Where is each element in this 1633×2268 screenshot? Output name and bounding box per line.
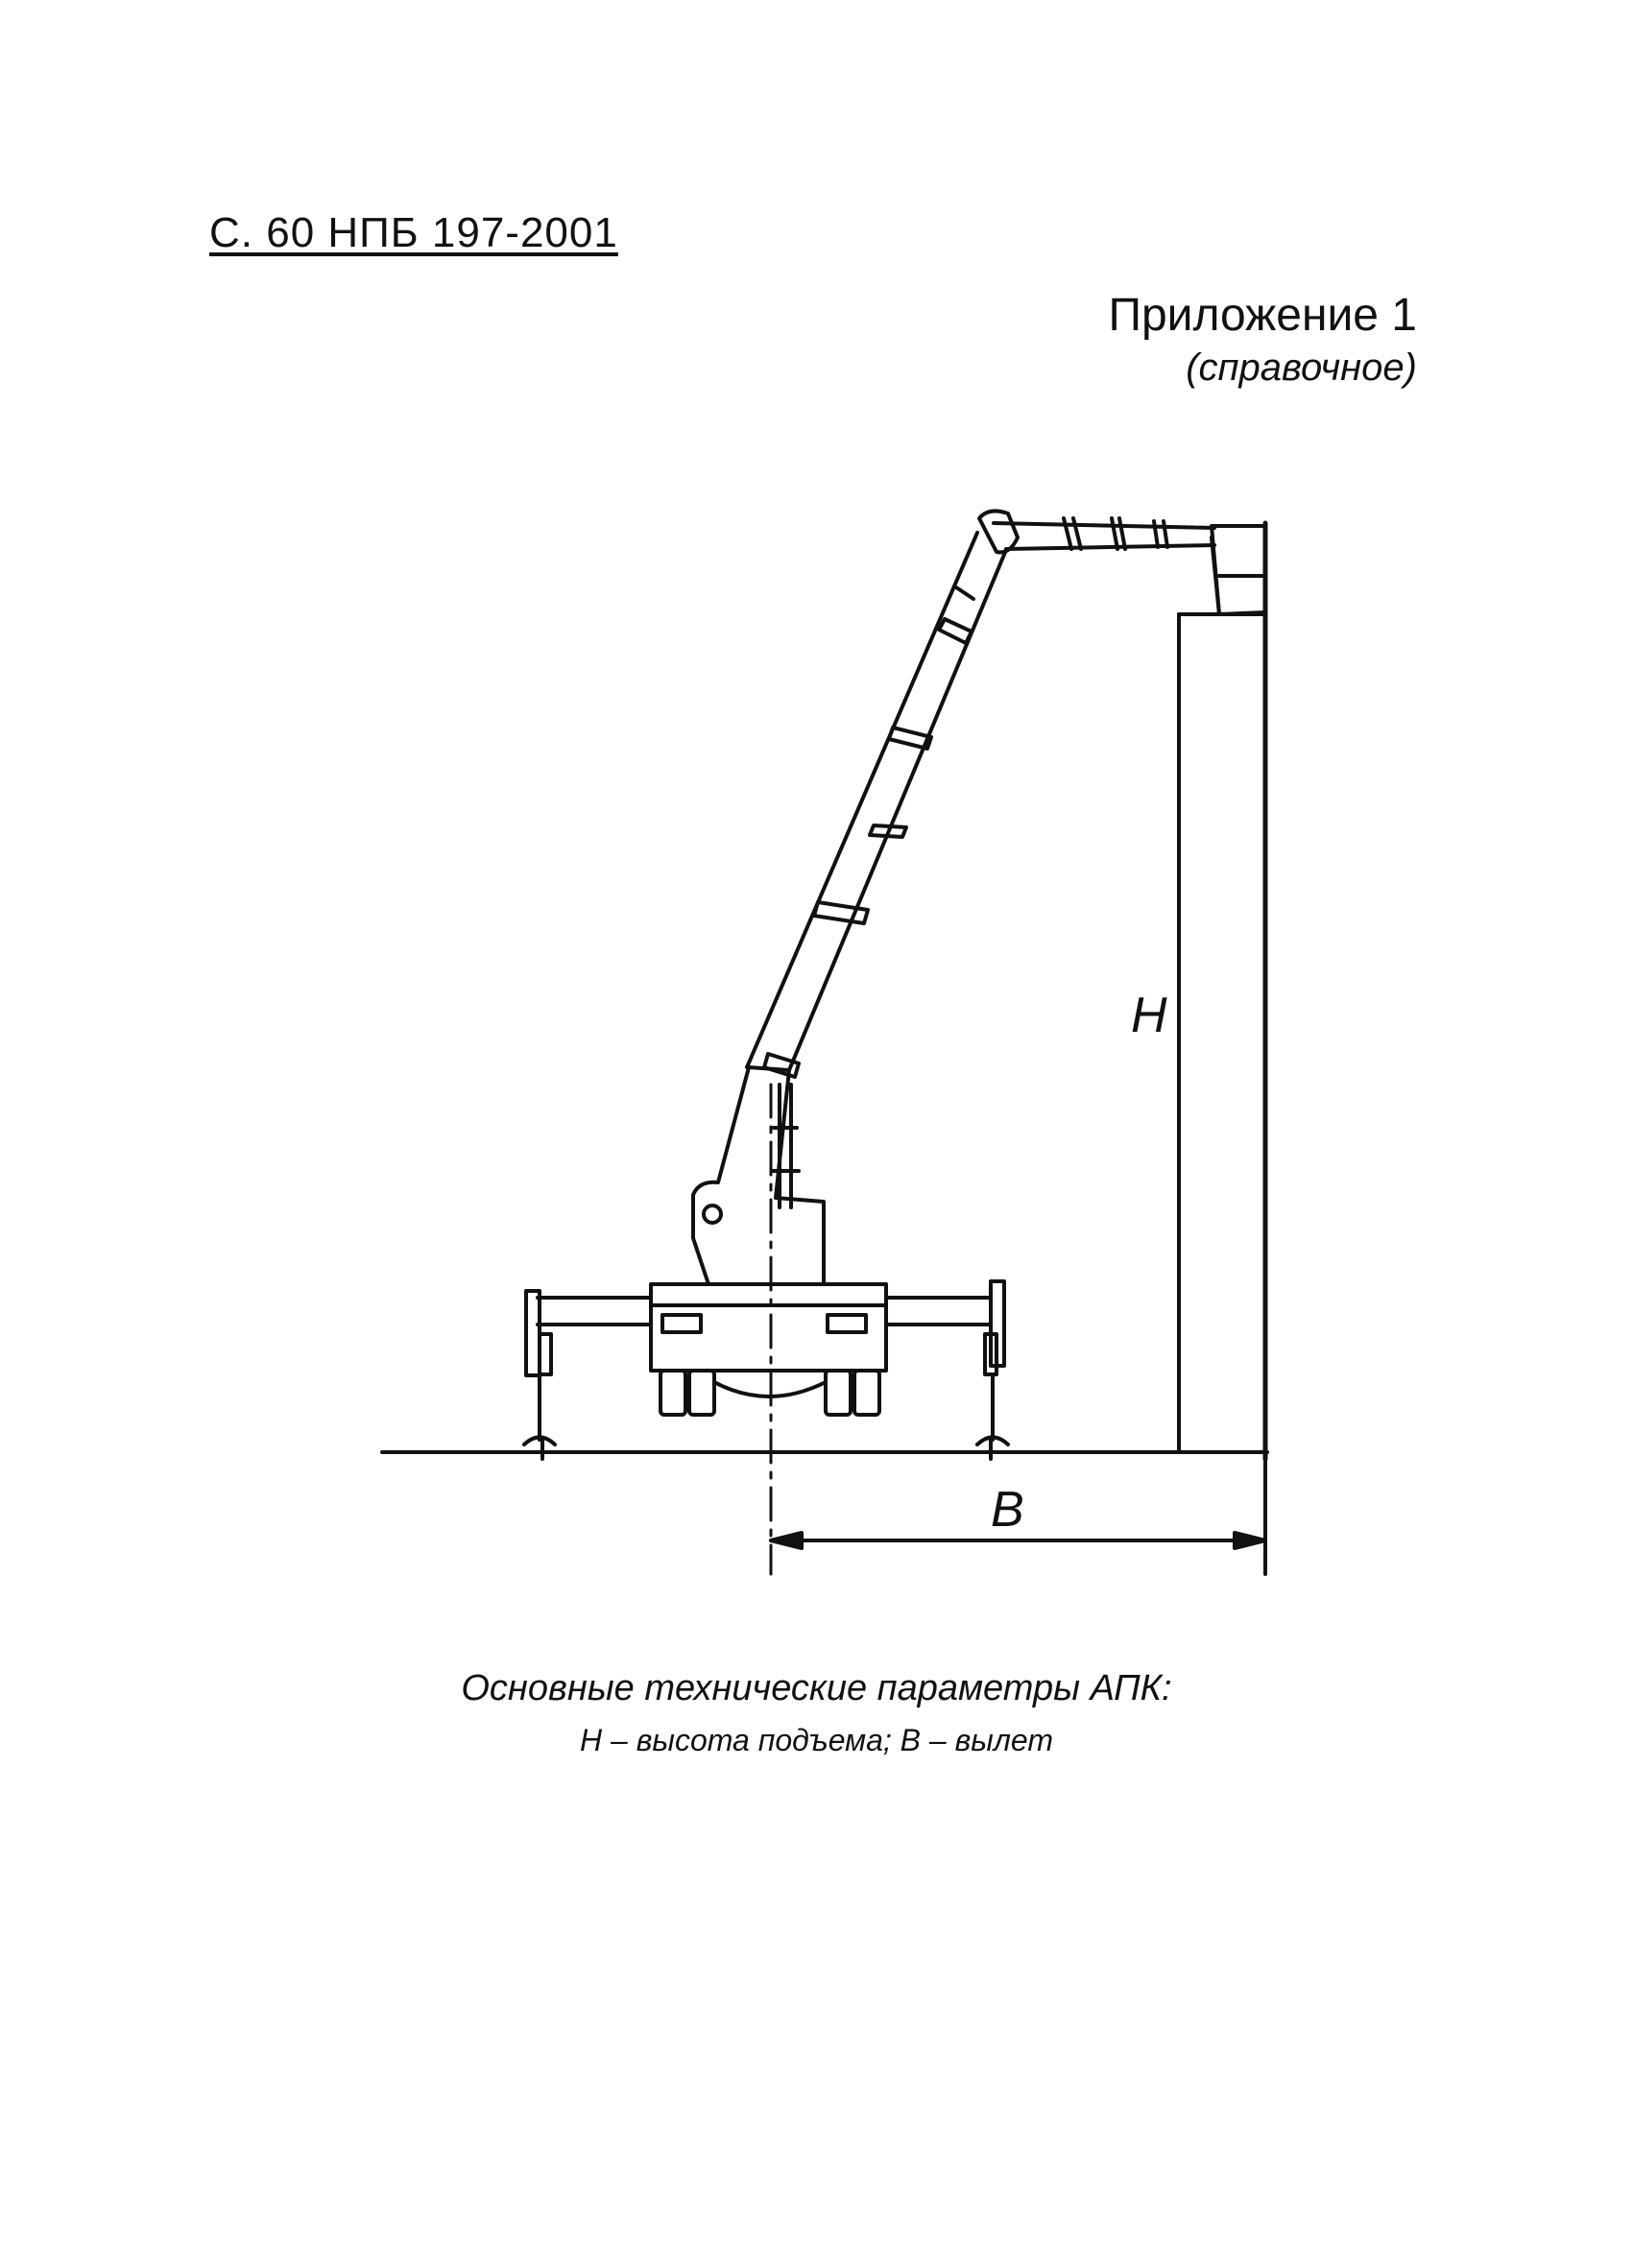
boom-knuckle xyxy=(979,511,1018,552)
ladder-cradle xyxy=(1212,526,1265,614)
top-boom xyxy=(994,518,1214,549)
turret xyxy=(693,1067,824,1284)
figure-caption: Основные технические параметры АПК: xyxy=(461,1668,1172,1708)
chassis xyxy=(651,1284,886,1415)
main-boom xyxy=(747,533,1006,1077)
outrigger-left xyxy=(524,1291,651,1459)
reach-label: B xyxy=(991,1482,1024,1538)
outrigger-right xyxy=(886,1281,1008,1459)
figure-legend: H – высота подъема; B – вылет xyxy=(580,1723,1053,1757)
page-header: С. 60 НПБ 197-2001 xyxy=(209,209,618,256)
appendix-subtitle: (справочное) xyxy=(1186,346,1417,389)
building-wall xyxy=(1179,523,1265,1459)
appendix-title: Приложение 1 xyxy=(1108,290,1417,341)
height-label: H xyxy=(1131,988,1167,1043)
